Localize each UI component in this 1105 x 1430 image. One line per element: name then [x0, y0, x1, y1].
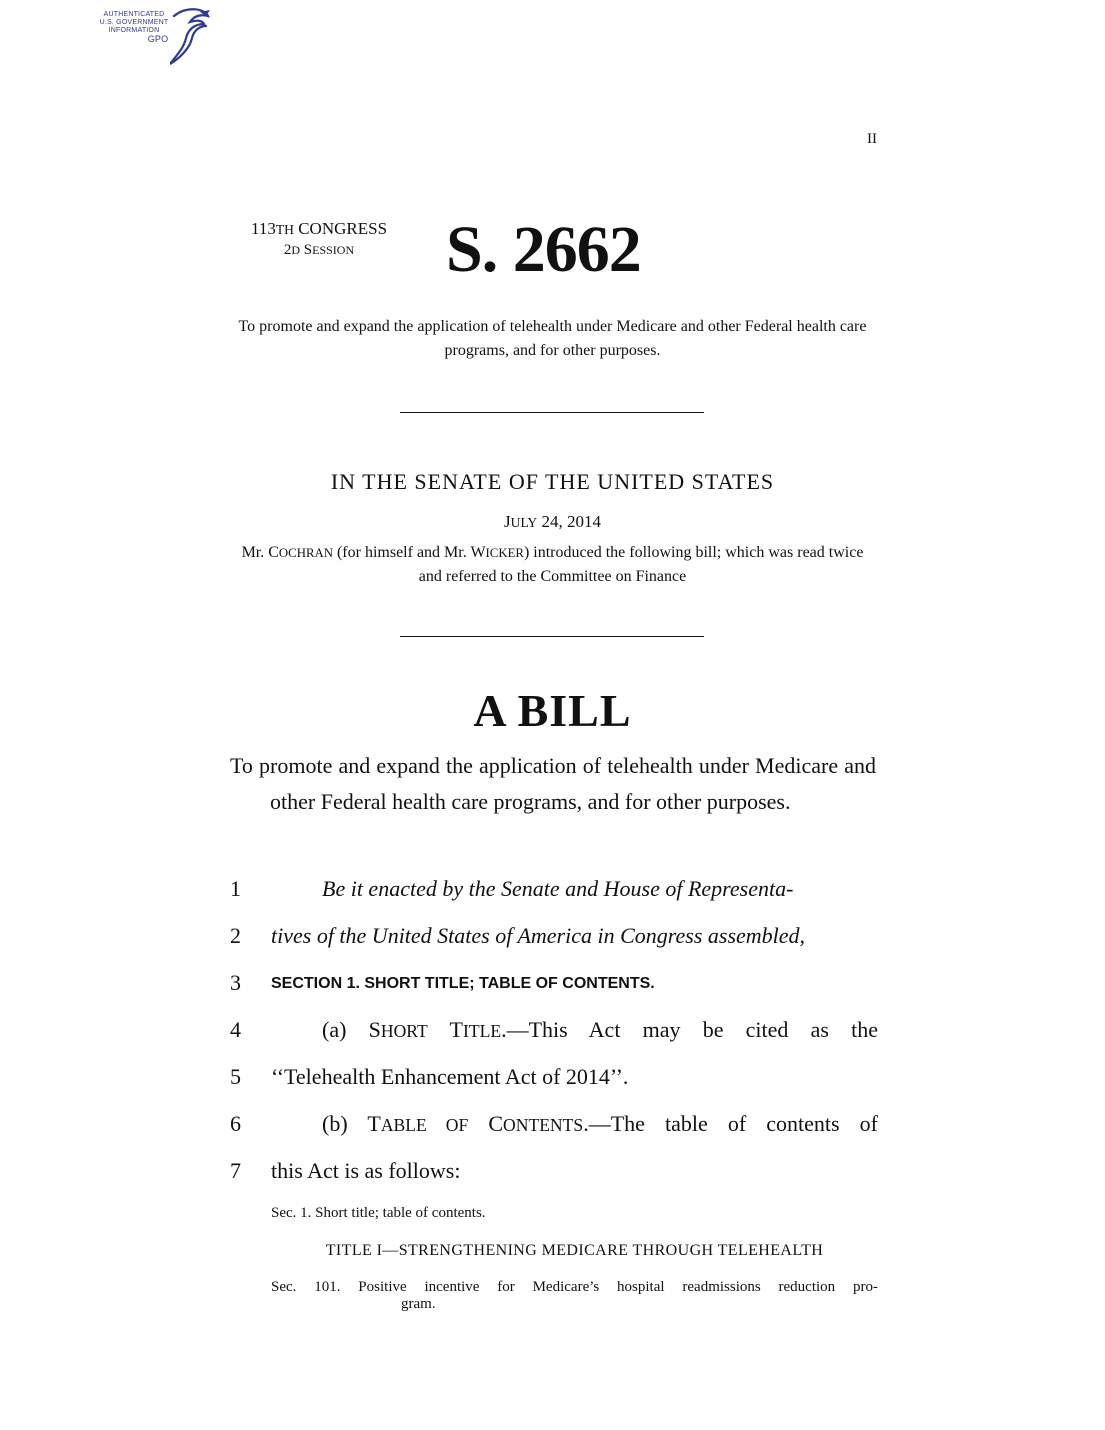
heading-rest: ONTENTS — [503, 1115, 584, 1135]
line-number: 3 — [230, 970, 241, 995]
seal-line-authenticated: AUTHENTICATED — [103, 11, 165, 18]
toc-intro-text: .—The table of contents of — [583, 1111, 878, 1136]
toc-intro-line-1 — [271, 1111, 878, 1137]
toc-intro-line-2: this Act is as follows: — [271, 1158, 461, 1183]
line-number: 5 — [230, 1064, 241, 1089]
page-marker: II — [867, 131, 877, 147]
divider-rule — [400, 636, 704, 637]
cosponsor-rest: ICKER — [485, 546, 524, 560]
eagle-icon — [170, 8, 212, 66]
date-month-rest: ULY — [510, 515, 538, 530]
introduction-statement — [230, 541, 875, 589]
a-bill-heading: A BILL — [473, 685, 632, 736]
bill-long-title: To promote and expand the application of telehealth under Medicare and other Federal health care programs, and for other purposes. — [230, 753, 876, 814]
gpo-authentication-seal — [86, 8, 212, 68]
line-number: 1 — [230, 876, 241, 901]
seal-line-government: U.S. GOVERNMENT — [99, 19, 169, 26]
congress-number: 113 — [250, 219, 276, 238]
heading-rest: ABLE OF — [380, 1115, 469, 1135]
line-number: 2 — [230, 923, 241, 948]
intro-mr: Mr. — [241, 544, 265, 561]
intro-middle: (for himself and Mr. — [336, 544, 467, 561]
session-word-initial: S — [303, 242, 313, 258]
introduction-date — [230, 512, 875, 532]
session-word-rest: ESSION — [312, 243, 355, 257]
intro-tail: ) introduced the following bill; which was read twice and referred to the Committee on Finance — [418, 544, 864, 585]
congress-line — [226, 219, 412, 240]
heading-rest: HORT — [380, 1021, 428, 1041]
heading-initial: T — [367, 1111, 381, 1136]
session-number: 2 — [283, 242, 292, 258]
short-title-line-2: ‘‘Telehealth Enhancement Act of 2014’’. — [271, 1064, 629, 1089]
section-heading: SECTION 1. SHORT TITLE; TABLE OF CONTENTS. — [271, 975, 655, 992]
heading-rest: ITLE — [462, 1021, 502, 1041]
enacting-clause-line-1: Be it enacted by the Senate and House of Representa- — [322, 876, 794, 901]
toc-entry-line-1: Sec. 101. Positive incentive for Medicare’s hospital readmissions reduction pro- — [271, 1279, 878, 1295]
enacting-clause-line-2: tives of the United States of America in Congress assembled, — [271, 923, 806, 948]
subsection-label: (b) — [322, 1111, 348, 1136]
heading-initial: S — [368, 1017, 381, 1042]
bill-number: S. 2662 — [446, 213, 641, 286]
congress-suffix: TH — [275, 222, 294, 237]
congress-session-block — [226, 219, 412, 260]
line-number: 6 — [230, 1111, 241, 1136]
date-month-initial: J — [504, 512, 511, 531]
seal-line-information: INFORMATION — [108, 27, 160, 34]
subsection-label: (a) — [322, 1017, 347, 1042]
heading-initial: T — [449, 1017, 463, 1042]
sponsor-rest: OCHRAN — [278, 546, 333, 560]
session-line — [226, 240, 412, 260]
line-number: 4 — [230, 1017, 241, 1042]
divider-rule — [400, 412, 704, 413]
toc-title-heading: TITLE I—STRENGTHENING MEDICARE THROUGH TELEHEALTH — [325, 1242, 824, 1259]
sponsor-initial: C — [268, 544, 279, 561]
chamber-heading: IN THE SENATE OF THE UNITED STATES — [330, 469, 775, 494]
cosponsor-initial: W — [470, 544, 486, 561]
seal-line-gpo: GPO — [147, 34, 169, 44]
toc-entry: Sec. 1. Short title; table of contents. — [271, 1205, 486, 1221]
date-rest: 24, 2014 — [541, 512, 601, 531]
short-title-text: .—This Act may be cited as the — [501, 1017, 878, 1042]
session-suffix: D — [291, 243, 301, 257]
line-number: 7 — [230, 1158, 241, 1183]
toc-entry-line-2: gram. — [401, 1296, 436, 1312]
short-title-line-1 — [271, 1017, 878, 1043]
congress-word: CONGRESS — [298, 219, 388, 238]
heading-initial: C — [488, 1111, 504, 1136]
bill-caption: To promote and expand the application of telehealth under Medicare and other Federal health care programs, and for other purposes. — [238, 318, 867, 359]
toc-entry — [271, 1279, 878, 1313]
